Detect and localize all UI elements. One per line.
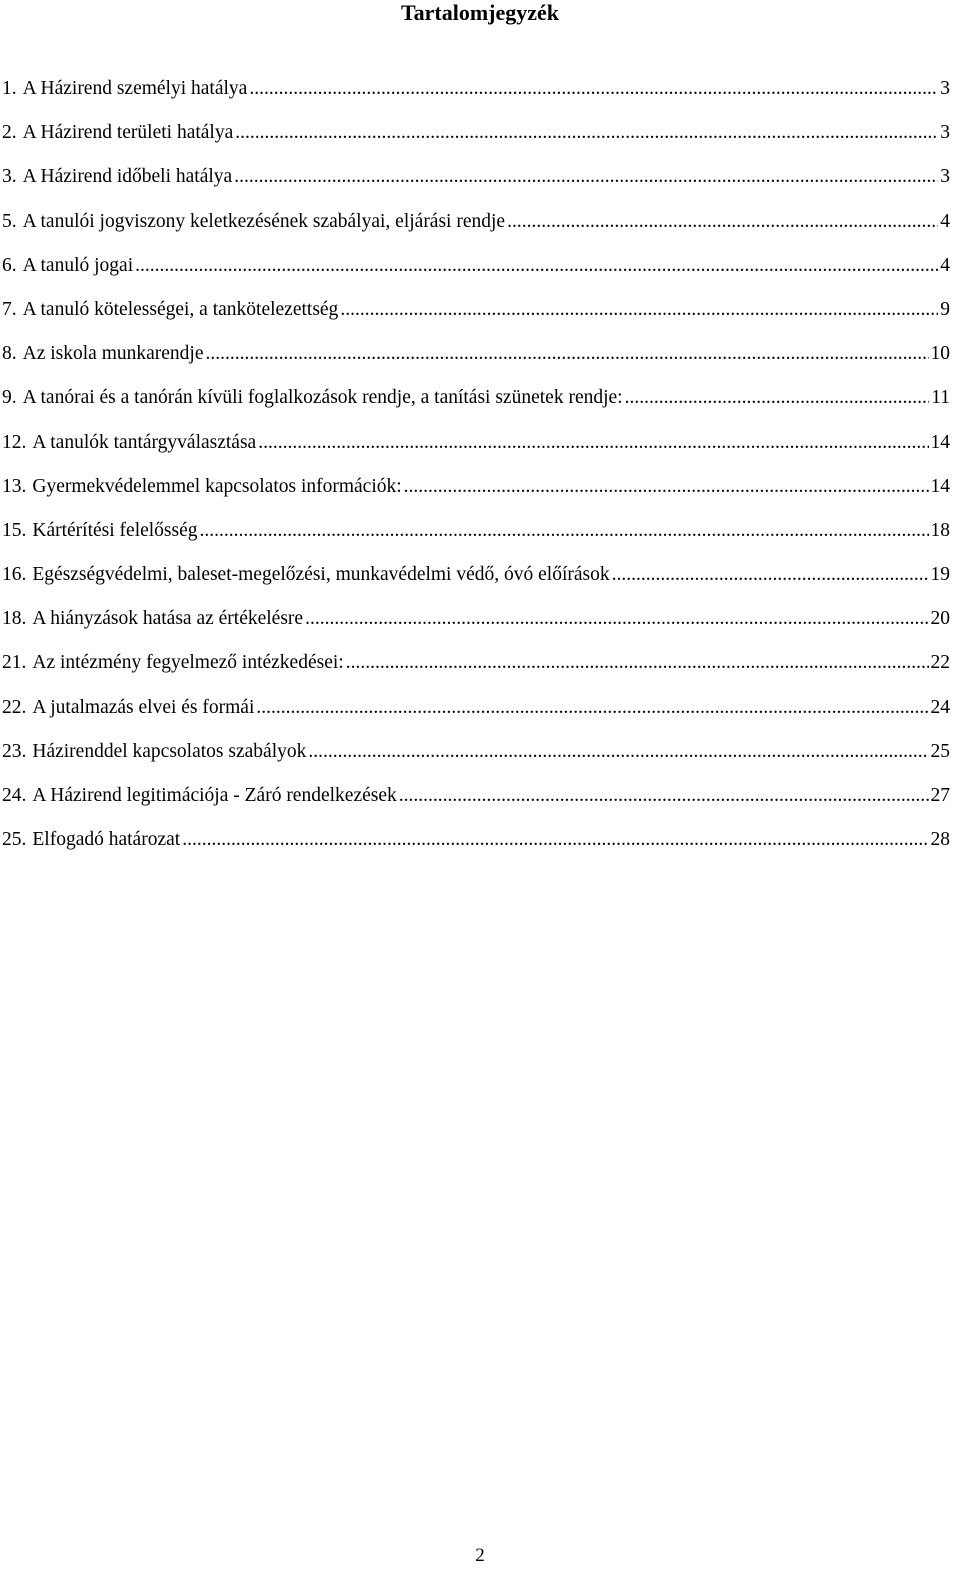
toc-entry-number: 24. (2, 785, 27, 806)
toc-entry-number: 2. (2, 122, 17, 144)
toc-entry-title: A hiányzások hatása az értékelésre (32, 608, 304, 630)
toc-entry-leader (346, 650, 929, 676)
toc-entry-title: Házirenddel kapcsolatos szabályok (32, 740, 307, 762)
toc-entry-title: A Házirend időbeli hatálya (22, 166, 233, 188)
toc-entry[interactable] (2, 209, 950, 253)
toc-entry-number: 22. (2, 696, 27, 718)
toc-title: Tartalomjegyzék (400, 0, 560, 25)
toc-entry-leader (305, 606, 928, 632)
toc-entry-number: 8. (2, 343, 17, 365)
toc-entry-title: Egészségvédelmi, baleset-megelőzési, munkavédelmi védő, óvó előírások (32, 564, 610, 586)
toc-entry-number: 9. (2, 387, 17, 409)
toc-entry[interactable] (2, 430, 950, 474)
toc-entry[interactable] (2, 120, 950, 164)
page-number: 2 (475, 1545, 485, 1566)
toc-entry[interactable] (2, 297, 950, 341)
toc-entry[interactable] (2, 739, 950, 783)
toc-entry-leader (308, 739, 928, 765)
toc-entry-number: 23. (2, 740, 27, 762)
toc-entry-title: Gyermekvédelemmel kapcsolatos információk: (32, 475, 402, 497)
toc-entry-title: Elfogadó határozat (32, 829, 181, 851)
toc-entry-title: A Házirend legitimációja - Záró rendelkezések (32, 785, 397, 806)
toc-entry-leader (399, 783, 929, 809)
toc-entry-leader (249, 76, 938, 102)
toc-entry-number: 1. (2, 78, 17, 99)
toc-entry[interactable] (2, 606, 950, 650)
toc-entry-title: Kártérítési felelősség (32, 519, 198, 541)
toc-entry-number: 13. (2, 475, 27, 497)
toc-entry[interactable] (2, 474, 950, 518)
toc-entry-number: 6. (2, 254, 17, 276)
toc-entry-number: 5. (2, 210, 17, 232)
toc-entry-number: 18. (2, 608, 27, 630)
toc-entry-page: 3 (940, 78, 950, 99)
toc-entry-number: 12. (2, 431, 27, 453)
toc-entry-leader (234, 164, 938, 190)
toc-entry-page: 18 (930, 519, 950, 541)
toc-entry[interactable] (2, 783, 950, 827)
toc-entry[interactable] (2, 562, 950, 606)
toc-entry-page: 3 (940, 122, 950, 144)
toc-entry[interactable] (2, 518, 950, 562)
toc-entry[interactable] (2, 341, 950, 385)
toc-entry-title: A tanuló kötelességei, a tankötelezettség (22, 298, 339, 320)
toc-entry-title: A Házirend területi hatálya (22, 122, 234, 144)
toc-entry-page: 27 (930, 785, 950, 806)
toc-entry-page: 10 (930, 343, 950, 365)
toc-entry-title: A Házirend személyi hatálya (22, 78, 248, 99)
toc-list (2, 76, 950, 871)
toc-entry-title: A jutalmazás elvei és formái (32, 696, 255, 718)
toc-entry-page: 25 (930, 740, 950, 762)
toc-entry-number: 15. (2, 519, 27, 541)
toc-entry[interactable] (2, 253, 950, 297)
toc-entry-leader (200, 518, 929, 544)
toc-entry-page: 20 (930, 608, 950, 630)
toc-entry-number: 7. (2, 298, 17, 320)
toc-entry-page: 28 (930, 829, 950, 851)
toc-entry[interactable] (2, 695, 950, 739)
toc-entry[interactable] (2, 650, 950, 694)
toc-entry-number: 25. (2, 829, 27, 851)
toc-entry-title: Az intézmény fegyelmező intézkedései: (32, 652, 344, 674)
toc-entry-leader (507, 209, 938, 235)
toc-entry-leader (625, 385, 930, 411)
toc-entry[interactable] (2, 827, 950, 871)
toc-entry-leader (256, 695, 928, 721)
toc-entry-page: 14 (930, 475, 950, 497)
toc-entry-leader (258, 430, 928, 456)
toc-entry-title: Az iskola munkarendje (22, 343, 204, 365)
toc-entry-number: 3. (2, 166, 17, 188)
toc-entry-title: A tanulói jogviszony keletkezésének szabályai, eljárási rendje (22, 210, 506, 232)
toc-entry[interactable] (2, 76, 950, 120)
toc-entry-page: 19 (930, 564, 950, 586)
toc-entry-leader (340, 297, 938, 323)
toc-entry-title: A tanórai és a tanórán kívüli foglalkozások rendje, a tanítási szünetek rendje: (22, 387, 623, 409)
toc-entry[interactable] (2, 164, 950, 208)
toc-entry-page: 22 (930, 652, 950, 674)
toc-entry-number: 16. (2, 564, 27, 586)
toc-entry-page: 4 (940, 210, 950, 232)
toc-entry-leader (612, 562, 929, 588)
toc-entry-leader (206, 341, 929, 367)
toc-entry-number: 21. (2, 652, 27, 674)
toc-entry-page: 14 (930, 431, 950, 453)
toc-entry-page: 4 (940, 254, 950, 276)
toc-entry-leader (404, 474, 929, 500)
toc-entry-page: 24 (930, 696, 950, 718)
toc-entry-title: A tanulók tantárgyválasztása (32, 431, 257, 453)
toc-entry-page: 11 (931, 387, 950, 409)
toc-entry-leader (135, 253, 938, 279)
toc-entry-title: A tanuló jogai (22, 254, 134, 276)
toc-entry[interactable] (2, 385, 950, 429)
toc-entry-page: 9 (940, 298, 950, 320)
toc-entry-leader (182, 827, 928, 853)
toc-entry-page: 3 (940, 166, 950, 188)
toc-entry-leader (235, 120, 938, 146)
